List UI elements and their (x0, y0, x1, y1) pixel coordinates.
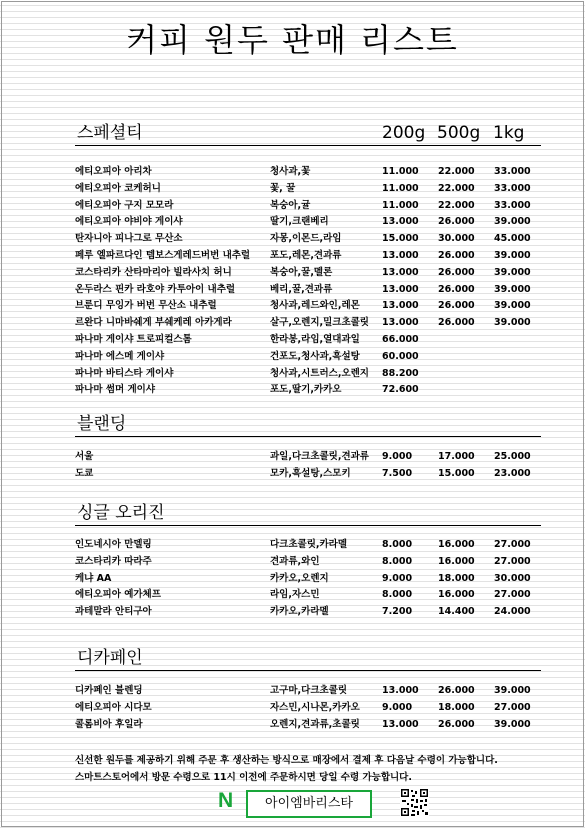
tasting-notes: 라임,자스민 (270, 589, 320, 601)
item-name: 코스타리카 따라주 (75, 555, 152, 567)
menu-item-row (75, 717, 541, 732)
price-200g: 13.000 (382, 718, 419, 730)
section-header-blending (75, 414, 541, 437)
price-200g: 9.000 (382, 572, 413, 584)
price-500g: 22.000 (438, 166, 475, 177)
tasting-notes: 건포도,청사과,흑설탕 (270, 350, 360, 362)
price-200g: 72.600 (382, 384, 419, 396)
tasting-notes: 견과류,와인 (270, 555, 320, 567)
menu-item-row (75, 554, 541, 569)
price-1kg: 39.000 (494, 250, 531, 261)
price-500g: 26.000 (438, 250, 475, 261)
menu-item-row (75, 683, 541, 698)
item-name: 코스타리카 산타마리아 빌라사치 허니 (75, 266, 232, 278)
price-200g: 8.000 (382, 555, 413, 567)
menu-item-row (75, 449, 541, 464)
tasting-notes: 모카,흑설탕,스모키 (270, 467, 351, 479)
price-500g: 26.000 (438, 685, 475, 696)
tasting-notes: 포도,레몬,견과류 (270, 250, 342, 261)
price-1kg: 25.000 (494, 451, 531, 462)
section-title: 싱글 오리진 (77, 503, 165, 523)
menu-item-row (75, 248, 541, 263)
price-200g: 9.000 (382, 701, 413, 713)
price-200g: 7.200 (382, 606, 413, 618)
price-500g: 26.000 (438, 216, 475, 228)
tasting-notes: 청사과,레드와인,레몬 (270, 300, 360, 312)
menu-item-row (75, 571, 541, 586)
item-name: 페루 엘파르다인 템보스게레드버번 내추럴 (75, 250, 251, 261)
section-title: 스페셜티 (77, 123, 143, 143)
item-name: 에티오피아 코케허니 (75, 182, 161, 194)
tasting-notes: 자몽,이몬드,라임 (270, 233, 342, 245)
price-200g: 88.200 (382, 367, 419, 379)
menu-item-row (75, 382, 541, 397)
price-1kg: 39.000 (494, 283, 531, 295)
price-1kg: 27.000 (494, 701, 531, 713)
price-1kg: 39.000 (494, 300, 531, 312)
price-1kg: 45.000 (494, 233, 531, 245)
price-500g: 14.400 (438, 606, 475, 618)
tasting-notes: 카카오,오렌지 (270, 572, 329, 584)
section-title: 디카페인 (77, 648, 143, 668)
menu-item-row (75, 181, 541, 196)
item-name: 에티오피아 구지 모모라 (75, 199, 174, 211)
price-1kg: 27.000 (494, 539, 531, 550)
footer-notice-line-1: 신선한 원두를 제공하기 위해 주문 후 생산하는 방식으로 매장에서 결제 후 다음날 수령이 가능합니다. (75, 755, 498, 766)
price-500g: 18.000 (438, 701, 475, 713)
qr-code-icon[interactable] (400, 788, 429, 817)
price-200g: 60.000 (382, 350, 419, 362)
item-name: 파나마 바티스타 게이샤 (75, 367, 174, 379)
menu-item-row (75, 298, 541, 313)
price-200g: 13.000 (382, 250, 419, 261)
price-200g: 9.000 (382, 451, 413, 462)
tasting-notes: 고구마,다크초콜릿 (270, 685, 348, 696)
section-title: 블랜딩 (77, 414, 127, 434)
tasting-notes: 딸기,크랜베리 (270, 216, 329, 228)
price-500g: 26.000 (438, 718, 475, 730)
menu-item-row (75, 164, 541, 179)
price-1kg: 24.000 (494, 606, 531, 618)
tasting-notes: 복숭아,꿀,멜론 (270, 266, 333, 278)
tasting-notes: 살구,오렌지,밀크초콜릿 (270, 317, 369, 329)
item-name: 케냐 AA (75, 572, 112, 584)
naver-n-logo: N (218, 789, 234, 812)
price-500g: 16.000 (438, 539, 475, 550)
price-1kg: 33.000 (494, 199, 531, 211)
price-200g: 13.000 (382, 283, 419, 295)
menu-item-row (75, 587, 541, 602)
price-500g: 30.000 (438, 233, 475, 245)
item-name: 에티오피아 예가체프 (75, 589, 161, 601)
menu-item-row (75, 315, 541, 330)
size-header-200g: 200g (382, 123, 426, 143)
item-name: 디카페인 블렌딩 (75, 685, 143, 696)
menu-item-row (75, 231, 541, 246)
tasting-notes: 복숭아,귤 (270, 199, 311, 211)
price-500g: 18.000 (438, 572, 475, 584)
price-1kg: 33.000 (494, 182, 531, 194)
price-200g: 13.000 (382, 317, 419, 329)
footer-notice-line-2: 스마트스토어에서 방문 수령으로 11시 이전에 주문하시면 당일 수령 가능합니다. (75, 772, 412, 783)
item-name: 콜롬비아 후일라 (75, 718, 143, 730)
tasting-notes: 오렌지,견과류,초콜릿 (270, 718, 360, 730)
price-500g: 16.000 (438, 589, 475, 601)
price-200g: 66.000 (382, 334, 419, 345)
menu-item-row (75, 604, 541, 619)
section-header-decaf (75, 648, 541, 671)
menu-item-row (75, 282, 541, 297)
menu-item-row (75, 466, 541, 481)
price-500g: 26.000 (438, 266, 475, 278)
price-200g: 7.500 (382, 467, 413, 479)
tasting-notes: 포도,딸기,카카오 (270, 384, 342, 396)
item-name: 과테말라 안티구아 (75, 606, 152, 618)
price-500g: 15.000 (438, 467, 475, 479)
price-200g: 13.000 (382, 300, 419, 312)
price-500g: 22.000 (438, 199, 475, 211)
item-name: 에티오피아 시다모 (75, 701, 152, 713)
price-200g: 11.000 (382, 182, 419, 194)
item-name: 파나마 게이샤 트로피컬스톰 (75, 334, 192, 345)
item-name: 파나마 에스메 게이샤 (75, 350, 165, 362)
item-name: 에티오피아 아리차 (75, 166, 152, 177)
price-500g: 26.000 (438, 300, 475, 312)
tasting-notes: 한라봉,라임,열대과일 (270, 334, 360, 345)
menu-item-row (75, 349, 541, 364)
item-name: 온두라스 핀카 라호야 카투아이 내추럴 (75, 283, 236, 295)
item-name: 에티오피아 야비야 게이샤 (75, 216, 183, 228)
price-500g: 26.000 (438, 317, 475, 329)
price-1kg: 33.000 (494, 166, 531, 177)
price-1kg: 39.000 (494, 317, 531, 329)
menu-item-row (75, 366, 541, 381)
item-name: 인도네시아 만델링 (75, 539, 152, 550)
price-200g: 15.000 (382, 233, 419, 245)
section-header-specialty (75, 123, 541, 146)
tasting-notes: 청사과,꽃 (270, 166, 311, 177)
price-200g: 11.000 (382, 166, 419, 177)
item-name: 파나마 썸머 게이샤 (75, 384, 156, 396)
price-1kg: 23.000 (494, 467, 531, 479)
price-1kg: 39.000 (494, 216, 531, 228)
store-name-button[interactable]: 아이엠바리스타 (246, 790, 372, 818)
price-500g: 16.000 (438, 555, 475, 567)
section-header-single-origin (75, 503, 541, 526)
item-name: 탄자니아 피나그로 무산소 (75, 233, 183, 245)
menu-item-row (75, 214, 541, 229)
price-200g: 13.000 (382, 216, 419, 228)
menu-item-row (75, 537, 541, 552)
price-1kg: 39.000 (494, 718, 531, 730)
menu-item-row (75, 265, 541, 280)
price-1kg: 27.000 (494, 589, 531, 601)
item-name: 서울 (75, 451, 94, 462)
tasting-notes: 과일,다크초콜릿,견과류 (270, 451, 369, 462)
page-title: 커피 원두 판매 리스트 (126, 21, 459, 59)
tasting-notes: 청사과,시트러스,오렌지 (270, 367, 369, 379)
size-header-500g: 500g (437, 123, 481, 143)
tasting-notes: 자스민,시나몬,카카오 (270, 701, 360, 713)
price-1kg: 39.000 (494, 266, 531, 278)
price-500g: 26.000 (438, 283, 475, 295)
tasting-notes: 카카오,카라멜 (270, 606, 329, 618)
price-1kg: 39.000 (494, 685, 531, 696)
menu-item-row (75, 198, 541, 213)
price-1kg: 30.000 (494, 572, 531, 584)
price-200g: 8.000 (382, 539, 413, 550)
item-name: 브룬디 무잉가 버번 무산소 내추럴 (75, 300, 217, 312)
size-header-1kg: 1kg (493, 123, 525, 143)
price-200g: 11.000 (382, 199, 419, 211)
price-200g: 13.000 (382, 685, 419, 696)
item-name: 르완다 니마바쉐게 부쉐케레 아카게라 (75, 317, 232, 329)
tasting-notes: 꽃, 꿀 (270, 182, 296, 194)
item-name: 도쿄 (75, 467, 94, 479)
menu-item-row (75, 332, 541, 347)
price-200g: 8.000 (382, 589, 413, 601)
price-200g: 13.000 (382, 266, 419, 278)
tasting-notes: 베리,꿀,견과류 (270, 283, 333, 295)
price-500g: 17.000 (438, 451, 475, 462)
menu-item-row (75, 700, 541, 715)
tasting-notes: 다크초콜릿,카라멜 (270, 539, 348, 550)
price-500g: 22.000 (438, 182, 475, 194)
price-1kg: 27.000 (494, 555, 531, 567)
